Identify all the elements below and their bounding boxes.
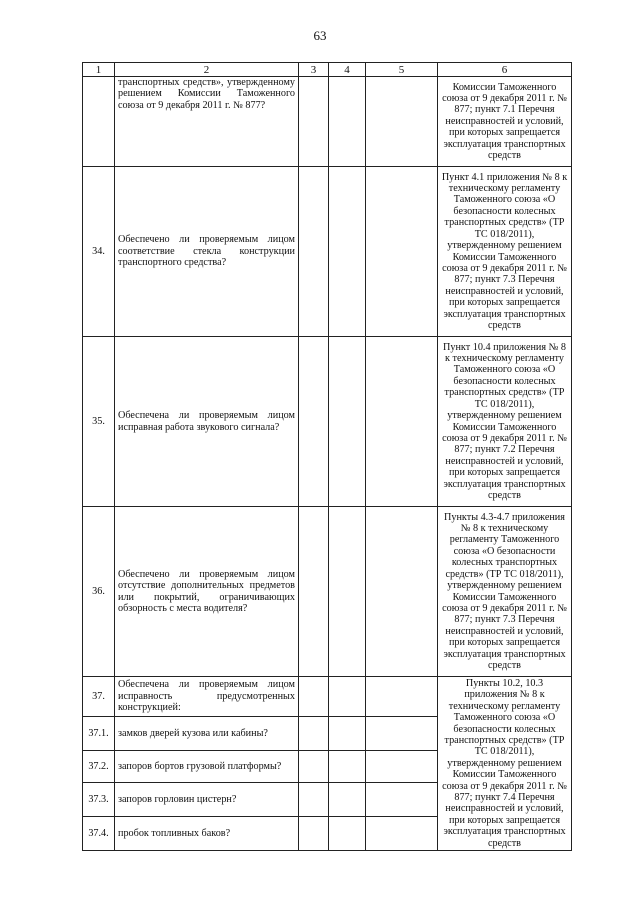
answer-cell-no: [329, 751, 366, 783]
table-row: [83, 337, 572, 507]
reference-cell: Пункты 10.2, 10.3 приложения № 8 к техническому регламенту Таможенного союза «О безопасности колесных транспортных средств» (ТР ТС 018/2011), утвержденному решением Комиссии Таможенного союза от 9 декабря 2011 г. № 877; пункт 7.4 Перечня неисправностей и условий, при которых запрещается эксплуатация транспортных средств: [438, 677, 572, 851]
answer-cell-na: [366, 783, 438, 817]
question-cell: Обеспечена ли проверяемым лицом исправная работа звукового сигнала?: [115, 337, 299, 507]
column-header: 6: [438, 63, 572, 77]
answer-cell-no: [329, 507, 366, 677]
checklist-table: [82, 62, 572, 851]
answer-cell-na: [366, 717, 438, 751]
column-header: 3: [299, 63, 329, 77]
row-number: 37.3.: [83, 783, 115, 817]
row-number: 34.: [83, 167, 115, 337]
question-cell: запоров бортов грузовой платформы?: [115, 751, 299, 783]
answer-cell-na: [366, 77, 438, 167]
row-number: [83, 77, 115, 167]
table-row: [83, 77, 572, 167]
question-cell: Обеспечено ли проверяемым лицом соответствие стекла конструкции транспортного средства?: [115, 167, 299, 337]
reference-cell: Комиссии Таможенного союза от 9 декабря 2011 г. № 877; пункт 7.1 Перечня неисправностей и условий, при которых запрещается эксплуатация транспортных средств: [438, 77, 572, 167]
answer-cell-na: [366, 751, 438, 783]
answer-cell-yes: [299, 677, 329, 717]
answer-cell-no: [329, 167, 366, 337]
column-header: 5: [366, 63, 438, 77]
column-header: 2: [115, 63, 299, 77]
row-number: 37.4.: [83, 817, 115, 851]
answer-cell-na: [366, 817, 438, 851]
column-header: 4: [329, 63, 366, 77]
answer-cell-yes: [299, 77, 329, 167]
page-number: 63: [313, 28, 327, 43]
answer-cell-na: [366, 507, 438, 677]
table-row: [83, 507, 572, 677]
answer-cell-no: [329, 677, 366, 717]
answer-cell-yes: [299, 507, 329, 677]
question-cell: Обеспечена ли проверяемым лицом исправность предусмотренных конструкцией:: [115, 677, 299, 717]
answer-cell-yes: [299, 817, 329, 851]
answer-cell-yes: [299, 167, 329, 337]
answer-cell-na: [366, 337, 438, 507]
answer-cell-no: [329, 337, 366, 507]
answer-cell-no: [329, 717, 366, 751]
answer-cell-no: [329, 783, 366, 817]
answer-cell-yes: [299, 337, 329, 507]
answer-cell-yes: [299, 717, 329, 751]
answer-cell-no: [329, 817, 366, 851]
row-number: 35.: [83, 337, 115, 507]
table-row: [83, 167, 572, 337]
row-number: 37.: [83, 677, 115, 717]
column-header-row: [83, 63, 572, 77]
question-cell: транспортных средств», утвержденному решением Комиссии Таможенного союза от 9 декабря 2011 г. № 877?: [115, 77, 299, 167]
answer-cell-yes: [299, 783, 329, 817]
row-number: 36.: [83, 507, 115, 677]
row-number: 37.1.: [83, 717, 115, 751]
reference-cell: Пункты 4.3-4.7 приложения № 8 к техническому регламенту Таможенного союза «О безопасности колесных транспортных средств» (ТР ТС 018/2011), утвержденному решением Комиссии Таможенного союза от 9 декабря 2011 г. № 877; пункт 7.3 Перечня неисправностей и условий, при которых запрещается эксплуатация транспортных средств: [438, 507, 572, 677]
question-cell: пробок топливных баков?: [115, 817, 299, 851]
answer-cell-yes: [299, 751, 329, 783]
answer-cell-no: [329, 77, 366, 167]
reference-cell: Пункт 4.1 приложения № 8 к техническому регламенту Таможенного союза «О безопасности колесных транспортных средств» (ТР ТС 018/2011), утвержденному решением Комиссии Таможенного союза от 9 декабря 2011 г. № 877; пункт 7.3 Перечня неисправностей и условий, при которых запрещается эксплуатация транспортных средств: [438, 167, 572, 337]
question-cell: замков дверей кузова или кабины?: [115, 717, 299, 751]
row-number: 37.2.: [83, 751, 115, 783]
column-header: 1: [83, 63, 115, 77]
answer-cell-na: [366, 677, 438, 717]
answer-cell-na: [366, 167, 438, 337]
question-cell: запоров горловин цистерн?: [115, 783, 299, 817]
reference-cell: Пункт 10.4 приложения № 8 к техническому регламенту Таможенного союза «О безопасности колесных транспортных средств» (ТР ТС 018/2011), утвержденному решением Комиссии Таможенного союза от 9 декабря 2011 г. № 877; пункт 7.2 Перечня неисправностей и условий, при которых запрещается эксплуатация транспортных средств: [438, 337, 572, 507]
table-row: [83, 677, 572, 717]
question-cell: Обеспечено ли проверяемым лицом отсутствие дополнительных предметов или покрытий, ограничивающих обзорность с места водителя?: [115, 507, 299, 677]
